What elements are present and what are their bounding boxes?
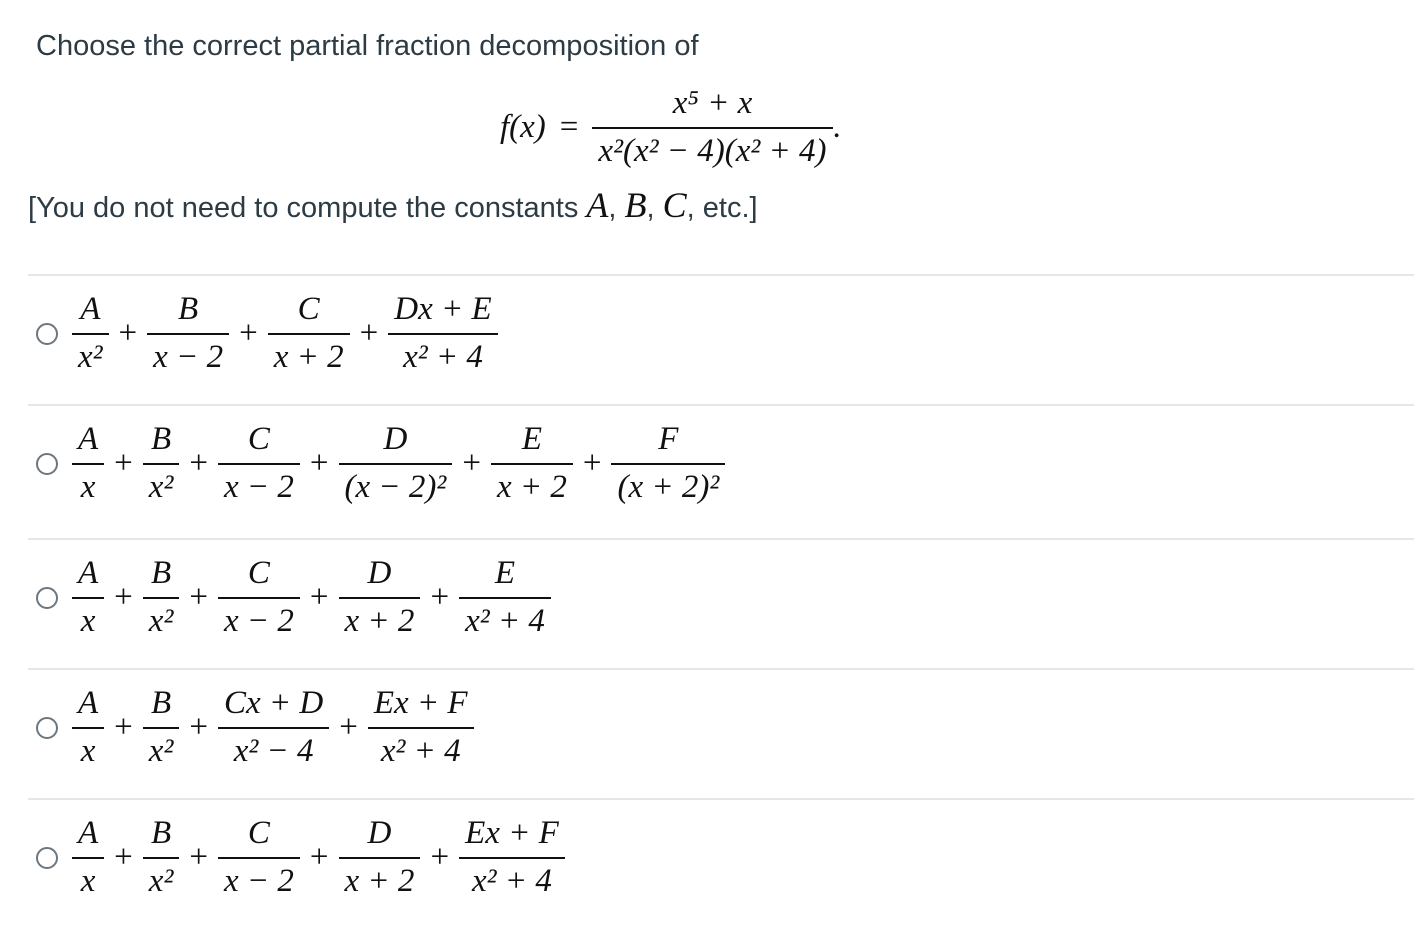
divider xyxy=(28,668,1414,670)
term-numerator: E xyxy=(521,421,542,457)
equals-sign: = xyxy=(559,109,579,146)
term-denominator: x² xyxy=(78,338,103,375)
radio-button[interactable] xyxy=(36,847,58,869)
fraction-bar xyxy=(72,463,104,465)
term-denominator: x xyxy=(80,732,96,769)
fraction-bar xyxy=(218,463,300,465)
term-numerator: B xyxy=(150,685,172,721)
fraction-bar xyxy=(611,463,725,465)
term-denominator: x² + 4 xyxy=(472,862,552,899)
plus-sign: + xyxy=(239,315,258,352)
term-denominator: (x − 2)² xyxy=(344,468,447,505)
fraction-term xyxy=(268,290,350,377)
term-numerator: D xyxy=(367,815,392,851)
note-text-end: etc.] xyxy=(702,192,758,224)
term-denominator: x² + 4 xyxy=(465,602,545,639)
term-denominator: x + 2 xyxy=(344,862,415,899)
term-numerator: B xyxy=(150,555,172,591)
term-denominator: x² + 4 xyxy=(403,338,483,375)
plus-sign: + xyxy=(309,445,329,482)
term-denominator: x² xyxy=(148,602,174,639)
fraction-bar xyxy=(143,857,180,859)
term-denominator: x + 2 xyxy=(273,338,344,375)
fraction-bar xyxy=(218,857,300,859)
answer-option[interactable] xyxy=(36,814,565,901)
term-denominator: x² xyxy=(148,862,174,899)
term-denominator: x − 2 xyxy=(223,468,294,505)
fraction-term xyxy=(459,814,565,901)
period: . xyxy=(832,109,841,146)
term-numerator: E xyxy=(494,555,516,591)
fraction-bar xyxy=(72,597,104,599)
option-expression xyxy=(72,420,725,507)
term-numerator: D xyxy=(383,421,408,457)
function-fraction xyxy=(592,84,832,171)
term-denominator: (x + 2)² xyxy=(617,468,720,505)
fraction-bar xyxy=(388,333,497,335)
plus-sign: + xyxy=(114,709,133,746)
plus-sign: + xyxy=(430,839,450,876)
fraction-term xyxy=(339,554,421,641)
term-numerator: B xyxy=(178,291,199,327)
fraction-term xyxy=(143,814,180,901)
fraction-term xyxy=(72,420,104,507)
term-numerator: C xyxy=(247,815,270,851)
term-denominator: x + 2 xyxy=(496,468,567,505)
fraction-term xyxy=(218,684,329,771)
fraction-term xyxy=(72,554,104,641)
fraction-bar xyxy=(72,727,104,729)
fraction-term xyxy=(143,554,180,641)
term-numerator: B xyxy=(150,421,172,457)
fraction-bar xyxy=(147,333,229,335)
fraction-term xyxy=(147,290,229,377)
constant-a: A xyxy=(586,185,609,225)
plus-sign: + xyxy=(114,579,133,616)
divider xyxy=(28,274,1414,276)
plus-sign: + xyxy=(114,445,133,482)
fraction-term xyxy=(611,420,725,507)
divider xyxy=(28,538,1414,540)
term-numerator: C xyxy=(247,555,270,591)
fraction-term xyxy=(143,684,180,771)
fraction-bar xyxy=(143,727,180,729)
term-numerator: A xyxy=(78,555,99,591)
term-numerator: Dx + E xyxy=(394,291,492,327)
term-numerator: A xyxy=(80,291,101,327)
plus-sign: + xyxy=(114,839,133,876)
radio-button[interactable] xyxy=(36,453,58,475)
term-denominator: x + 2 xyxy=(344,602,415,639)
divider xyxy=(28,404,1414,406)
constant-c: C xyxy=(662,185,687,225)
term-denominator: x² + 4 xyxy=(380,732,461,769)
term-numerator: B xyxy=(150,815,172,851)
fraction-bar xyxy=(491,463,573,465)
radio-button[interactable] xyxy=(36,717,58,739)
term-numerator: A xyxy=(78,815,99,851)
term-numerator: Cx + D xyxy=(223,685,324,721)
term-numerator: D xyxy=(367,555,392,591)
plus-sign: + xyxy=(462,445,481,482)
fraction-bar xyxy=(339,857,421,859)
question-prompt: Choose the correct partial fraction decomposition of xyxy=(36,30,699,62)
answer-option[interactable] xyxy=(36,420,725,507)
fraction-term xyxy=(459,554,551,641)
note-text-start: [You do not need to compute the constants xyxy=(28,192,579,224)
option-expression xyxy=(72,814,565,901)
fraction-bar xyxy=(459,597,551,599)
term-numerator: C xyxy=(297,291,320,327)
fraction-bar xyxy=(592,127,832,129)
term-numerator: F xyxy=(658,421,679,457)
fraction-term xyxy=(143,420,180,507)
fraction-bar xyxy=(72,857,104,859)
fraction-term xyxy=(339,814,421,901)
option-expression xyxy=(72,684,474,771)
function-numerator: x⁵ + x xyxy=(672,85,753,121)
instruction-note: [You do not need to compute the constants A, B, C, etc.] xyxy=(28,185,758,225)
plus-sign: + xyxy=(309,839,329,876)
term-numerator: C xyxy=(247,421,270,457)
divider xyxy=(28,798,1414,800)
function-name: f(x) xyxy=(500,109,546,146)
term-denominator: x² xyxy=(148,732,174,769)
fraction-bar xyxy=(72,333,109,335)
fraction-bar xyxy=(218,597,300,599)
fraction-bar xyxy=(368,727,474,729)
plus-sign: + xyxy=(189,709,208,746)
plus-sign: + xyxy=(118,315,138,352)
term-denominator: x² xyxy=(148,468,174,505)
fraction-bar xyxy=(339,463,453,465)
answer-option[interactable] xyxy=(36,684,474,771)
term-denominator: x − 2 xyxy=(223,862,294,899)
plus-sign: + xyxy=(189,579,208,616)
radio-button[interactable] xyxy=(36,323,58,345)
term-numerator: Ex + F xyxy=(465,815,559,851)
answer-option[interactable] xyxy=(36,290,498,377)
radio-button[interactable] xyxy=(36,587,58,609)
fraction-term xyxy=(72,814,104,901)
fraction-term xyxy=(218,420,300,507)
fraction-bar xyxy=(218,727,329,729)
term-numerator: A xyxy=(78,421,99,457)
term-denominator: x² − 4 xyxy=(233,732,314,769)
plus-sign: + xyxy=(339,709,358,746)
plus-sign: + xyxy=(359,315,379,352)
plus-sign: + xyxy=(309,579,329,616)
fraction-term xyxy=(368,684,474,771)
fraction-term xyxy=(72,290,109,377)
term-numerator: Ex + F xyxy=(373,685,468,721)
plus-sign: + xyxy=(189,839,208,876)
fraction-bar xyxy=(339,597,421,599)
fraction-bar xyxy=(143,463,180,465)
term-numerator: A xyxy=(78,685,99,721)
fraction-term xyxy=(388,290,497,377)
fraction-bar xyxy=(268,333,350,335)
fraction-term xyxy=(218,814,300,901)
term-denominator: x − 2 xyxy=(153,338,224,375)
term-denominator: x xyxy=(80,602,96,639)
term-denominator: x xyxy=(80,862,96,899)
fraction-term xyxy=(491,420,573,507)
plus-sign: + xyxy=(582,445,602,482)
option-expression xyxy=(72,290,498,377)
answer-option[interactable] xyxy=(36,554,551,641)
option-expression xyxy=(72,554,551,641)
fraction-term xyxy=(218,554,300,641)
function-denominator: x²(x² − 4)(x² + 4) xyxy=(598,132,827,169)
plus-sign: + xyxy=(430,579,450,616)
plus-sign: + xyxy=(189,445,208,482)
fraction-bar xyxy=(143,597,180,599)
function-display xyxy=(500,84,841,171)
constant-b: B xyxy=(624,185,647,225)
term-denominator: x − 2 xyxy=(223,602,294,639)
fraction-bar xyxy=(459,857,565,859)
fraction-term xyxy=(72,684,104,771)
term-denominator: x xyxy=(80,468,96,505)
fraction-term xyxy=(339,420,453,507)
